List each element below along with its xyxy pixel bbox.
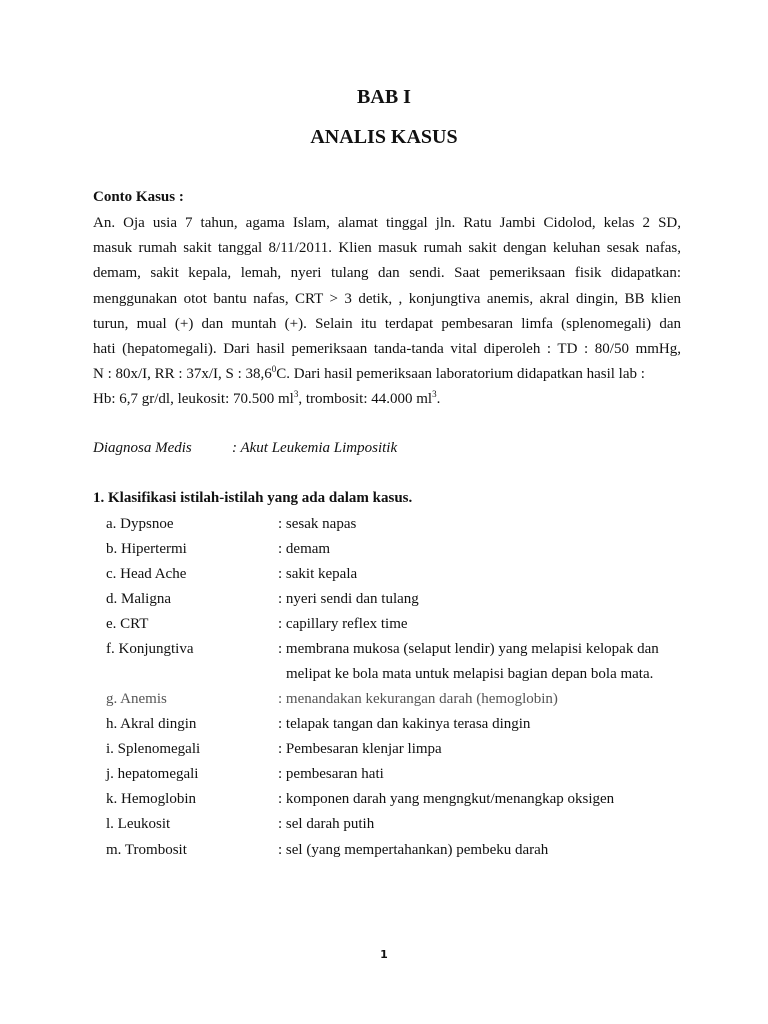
term-definition-continued: melipat ke bola mata untuk melapisi bagian depan bola mata. bbox=[286, 666, 654, 682]
superscript: 0 bbox=[271, 364, 277, 374]
lab-text: Hb: 6,7 gr/dl, leukosit: 70.500 ml bbox=[93, 391, 294, 407]
case-line: hati (hepatomegali). Dari hasil pemeriksaan tanda-tanda vital diperoleh : TD : 80/50 mmHg, bbox=[93, 341, 681, 357]
case-line: turun, mual (+) dan muntah (+). Selain itu terdapat pembesaran limfa (splenomegali) dan bbox=[93, 316, 681, 332]
term-definition: : telapak tangan dan kakinya terasa dingin bbox=[278, 716, 531, 732]
lab-text-2: , trombosit: 44.000 ml bbox=[298, 391, 433, 407]
vitals-text-2: C. Dari hasil pemeriksaan laboratorium didapatkan hasil lab : bbox=[276, 366, 645, 382]
term-definition: : sakit kepala bbox=[278, 566, 358, 582]
term-label: j. hepatomegali bbox=[106, 766, 199, 782]
term-label: f. Konjungtiva bbox=[106, 641, 194, 657]
term-definition: : sesak napas bbox=[278, 516, 357, 532]
term-label: g. Anemis bbox=[106, 691, 167, 707]
superscript: 3 bbox=[293, 389, 299, 399]
term-label: h. Akral dingin bbox=[106, 716, 197, 732]
case-line: masuk rumah sakit tanggal 8/11/2011. Klien masuk rumah sakit dengan keluhan sesak nafas, bbox=[93, 240, 681, 256]
diagnosis-value: : Akut Leukemia Limpositik bbox=[232, 440, 398, 456]
case-line: menggunakan otot bantu nafas, CRT > 3 detik, , konjungtiva anemis, akral dingin, BB klien bbox=[93, 291, 681, 307]
term-definition: : demam bbox=[278, 541, 331, 557]
term-definition: : sel darah putih bbox=[278, 816, 375, 832]
term-definition: : capillary reflex time bbox=[278, 616, 408, 632]
page-title: ANALIS KASUS bbox=[310, 126, 458, 148]
term-definition: : komponen darah yang mengngkut/menangkap oksigen bbox=[278, 791, 615, 807]
case-line: An. Oja usia 7 tahun, agama Islam, alamat tinggal jln. Ratu Jambi Cidolod, kelas 2 SD, bbox=[93, 215, 681, 231]
term-label: d. Maligna bbox=[106, 591, 171, 607]
term-label: c. Head Ache bbox=[106, 566, 187, 582]
case-line-vitals bbox=[93, 365, 681, 383]
lab-text-3: . bbox=[436, 391, 441, 407]
term-label: m. Trombosit bbox=[106, 842, 187, 858]
section-title: 1. Klasifikasi istilah-istilah yang ada dalam kasus. bbox=[93, 490, 413, 506]
superscript: 3 bbox=[432, 389, 437, 399]
term-definition: : sel (yang mempertahankan) pembeku darah bbox=[278, 842, 549, 858]
term-label: b. Hipertermi bbox=[106, 541, 187, 557]
vitals-text: N : 80x/I, RR : 37x/I, S : 38,6 bbox=[93, 366, 272, 382]
term-definition: : membrana mukosa (selaput lendir) yang melapisi kelopak dan bbox=[278, 641, 659, 657]
term-definition: : Pembesaran klenjar limpa bbox=[278, 741, 442, 757]
case-label: Conto Kasus : bbox=[93, 189, 184, 205]
term-definition: : pembesaran hati bbox=[278, 766, 384, 782]
term-label: i. Splenomegali bbox=[106, 741, 201, 757]
term-label: k. Hemoglobin bbox=[106, 791, 196, 807]
page-number: 1 bbox=[380, 948, 388, 961]
term-label: a. Dypsnoe bbox=[106, 516, 174, 532]
term-definition: : nyeri sendi dan tulang bbox=[278, 591, 419, 607]
case-line-lab bbox=[93, 390, 681, 408]
term-definition: : menandakan kekurangan darah (hemoglobin) bbox=[278, 691, 558, 707]
case-line: demam, sakit kepala, lemah, nyeri tulang dan sendi. Saat pemeriksaan fisik didapatkan: bbox=[93, 265, 681, 281]
term-label: l. Leukosit bbox=[106, 816, 171, 832]
term-label: e. CRT bbox=[106, 616, 149, 632]
chapter-heading: BAB I bbox=[357, 86, 411, 108]
diagnosis-label: Diagnosa Medis bbox=[93, 440, 192, 456]
